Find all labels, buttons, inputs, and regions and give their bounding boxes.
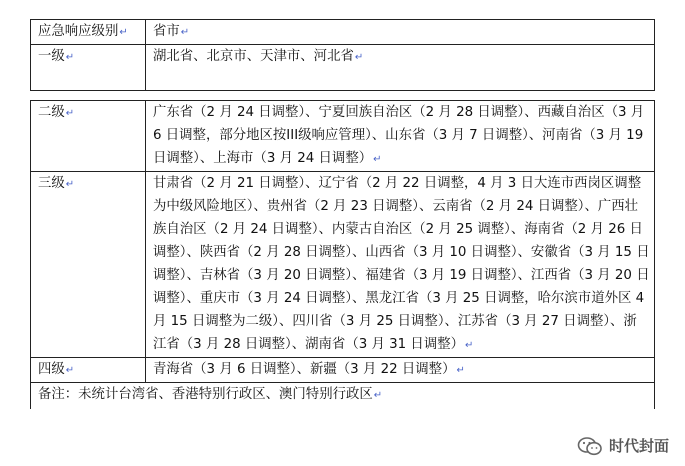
response-level-table-top (30, 19, 655, 91)
level3-label: 三级 (38, 176, 65, 191)
header-region-label: 省市 (153, 24, 180, 39)
level2-regions: 广东省（2 月 24 日调整）、宁夏回族自治区（2 月 28 日调整）、西藏自治区（3 月 6 日调整，部分地区按III级响应管理）、山东省（3 月 7 日调整）、河南省（3 月 19 日调整）、上海市（3 月 24 日调整） (153, 105, 645, 166)
level1-label: 一级 (38, 49, 65, 64)
level-cell: 一级↵ (31, 45, 146, 91)
level4-label: 四级 (38, 362, 65, 377)
wechat-icon (577, 436, 603, 456)
table-row (31, 358, 655, 383)
note-cell: 备注：未统计台湾省、香港特别行政区、澳门特别行政区↵ (31, 383, 655, 410)
regions-cell: 青海省（3 月 6 日调整）、新疆（3 月 22 日调整）↵ (146, 358, 655, 383)
table-row (31, 172, 655, 358)
level2-label: 二级 (38, 105, 65, 120)
header-region-cell: 省市↵ (146, 20, 655, 45)
level-cell: 三级↵ (31, 172, 146, 358)
level1-regions: 湖北省、北京市、天津市、河北省 (153, 49, 354, 64)
level-cell: 二级↵ (31, 101, 146, 172)
level4-regions: 青海省（3 月 6 日调整）、新疆（3 月 22 日调整） (153, 362, 456, 377)
level-cell: 四级↵ (31, 358, 146, 383)
watermark (577, 435, 669, 456)
header-level-label: 应急响应级别 (38, 24, 119, 39)
table-header-row (31, 20, 655, 45)
watermark-text: 时代封面 (608, 437, 669, 455)
note-row (31, 383, 655, 410)
header-level-cell: 应急响应级别↵ (31, 20, 146, 45)
table-row (31, 101, 655, 172)
regions-cell: 湖北省、北京市、天津市、河北省↵ (146, 45, 655, 91)
regions-cell: 广东省（2 月 24 日调整）、宁夏回族自治区（2 月 28 日调整）、西藏自治区（3 月 6 日调整，部分地区按III级响应管理）、山东省（3 月 7 日调整）、河南省（3 月 19 日调整）、上海市（3 月 24 日调整）↵ (146, 101, 655, 172)
regions-cell: 甘肃省（2 月 21 日调整）、辽宁省（2 月 22 日调整，4 月 3 日大连市西岗区调整为中级风险地区）、贵州省（2 月 23 日调整）、云南省（2 月 24 日调整）、广西壮族自治区（2 月 24 日调整）、内蒙古自治区（2 月 25 调整）、海南省（2 月 26 日调整）、陕西省（2 月 28 日调整）、山西省（3 月 10 日调整）、安徽省（3 月 15 日调整）、吉林省（3 月 20 日调整）、福建省（3 月 19 日调整）、江西省（3 月 20 日调整）、重庆市（3 月 24 日调整）、黑龙江省（3 月 25 日调整，哈尔滨市道外区 4 月 15 日调整为二级）、四川省（3 月 25 日调整）、江苏省（3 月 27 日调整）、浙江省（3 月 28 日调整）、湖南省（3 月 31 日调整）↵ (146, 172, 655, 358)
response-level-table-bottom (30, 100, 655, 409)
table-row (31, 45, 655, 91)
note-text: 备注：未统计台湾省、香港特别行政区、澳门特别行政区 (38, 387, 373, 402)
level3-regions: 甘肃省（2 月 21 日调整）、辽宁省（2 月 22 日调整，4 月 3 日大连市西岗区调整为中级风险地区）、贵州省（2 月 23 日调整）、云南省（2 月 24 日调整）、广西壮族自治区（2 月 24 日调整）、内蒙古自治区（2 月 25 调整）、海南省（2 月 26 日调整）、陕西省（2 月 28 日调整）、山西省（3 月 10 日调整）、安徽省（3 月 15 日调整）、吉林省（3 月 20 日调整）、福建省（3 月 19 日调整）、江西省（3 月 20 日调整）、重庆市（3 月 24 日调整）、黑龙江省（3 月 25 日调整，哈尔滨市道外区 4 月 15 日调整为二级）、四川省（3 月 25 日调整）、江苏省（3 月 27 日调整）、浙江省（3 月 28 日调整）、湖南省（3 月 31 日调整） (153, 176, 650, 352)
